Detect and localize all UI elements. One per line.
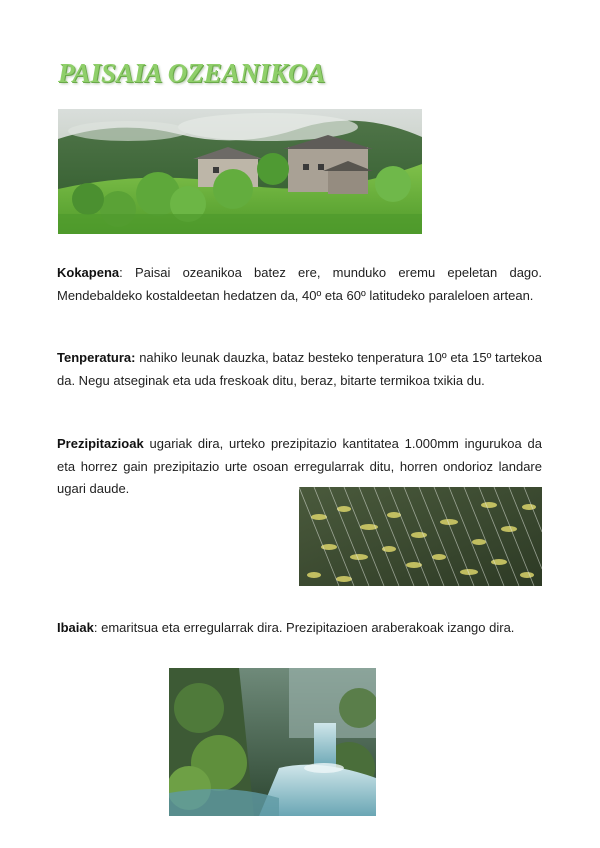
section-temperature (57, 347, 542, 392)
section-temperature-text: nahiko leunak dauzka, bataz besteko tenperatura 10º eta 15º tartekoa da. Negu atseginak eta uda freskoak ditu, beraz, bitarte termikoa txikia du. (57, 350, 542, 388)
page-title: PAISAIA OZEANIKOA (58, 58, 326, 88)
section-location-term: Kokapena (57, 265, 120, 280)
section-precipitation-term: Prezipitazioak (57, 436, 144, 451)
waterfall-image (169, 668, 376, 816)
rain-flowers-image (299, 487, 542, 586)
section-rivers (57, 617, 542, 640)
section-location (57, 262, 542, 307)
section-rivers-text: : emaritsua eta erregularrak dira. Prezipitazioen araberakoak izango dira. (93, 620, 515, 635)
section-precipitation-text: ugariak dira, urteko prezipitazio kantitatea 1.000mm ingurukoa da eta horrez gain prezipitazio urte osoan erregularrak ditu, horren ondorioz landare ugari daude. (57, 436, 542, 496)
section-location-text: : Paisai ozeanikoa batez ere, munduko eremu epeletan dago. Mendebaldeko kostaldeetan hedatzen da, 40º eta 60º latitudeko paraleloen artean. (57, 265, 542, 303)
section-temperature-term: Tenperatura: (57, 350, 136, 365)
village-landscape-image (58, 109, 422, 234)
section-rivers-term: Ibaiak (57, 620, 94, 635)
